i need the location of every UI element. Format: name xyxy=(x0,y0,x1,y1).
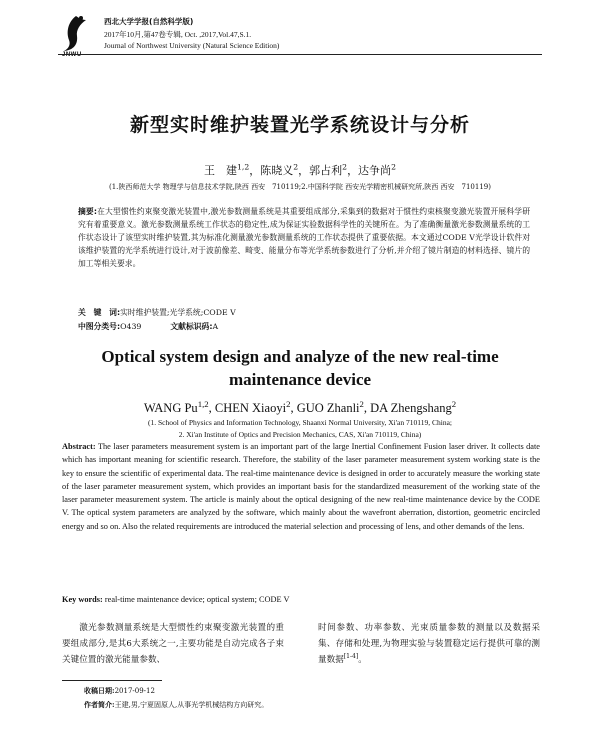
abstract-en: Abstract: The laser parameters measurement system is an important part of the large Inertial Confinement Fusion laser driver. It collects date which has important meaning for scientific research. Therefore, the stability of the laser parameter measurement system working state is the key to ensure the scientific of experimental data. The real-time maintenance device is designed in order to accurately measure the working state of the laser parameter measurement system, which provides an important basis for the standardized measurement of the working state of the laser parameter measurement system. The article is mainly about the optical designing of the new real-time maintenance device by the CODE V. The optical system parameters are analyzed by the software, which mainly about the wavefront aberration, distortion, geometric encircled energy and so on. Also the related requirements are introduced the material selection and processing of lens, and other demands of the lens. xyxy=(62,442,540,531)
footnote-received: 收稿日期:2017-09-12 xyxy=(84,686,155,695)
footnote-author: 作者简介:王建,男,宁夏固原人,从事光学机械结构方向研究。 xyxy=(84,700,269,709)
footnote-rule xyxy=(62,680,162,681)
affiliation-en-line1: (1. School of Physics and Information Technology, Shaanxi Normal University, Xi'an 710119, China; xyxy=(148,418,452,427)
paper-title-en-line2: maintenance device xyxy=(228,370,372,389)
authors-en: WANG Pu$^{1,2}$, CHEN Xiaoyi$^2$, GUO Zhanli$^2$, DA Zhengshang$^2$ xyxy=(143,398,457,415)
keywords-cn: 关 键 词:实时维护装置;光学系统;CODE V xyxy=(78,308,236,317)
affiliation-cn: (1.陕西师范大学 物理学与信息技术学院,陕西 西安 710119;2.中国科学院 西安光学精密机械研究所,陕西 西安 710119) xyxy=(109,183,491,191)
authors-cn: 王 建$^{1,2}$，陈晓义$^2$，郭占利$^2$，达争尚$^2$ xyxy=(204,162,396,177)
journal-name-en: Journal of Northwest University (Natural Science Edition) xyxy=(104,41,280,50)
journal-logo-text: JNWU xyxy=(62,52,82,58)
classification-cn: 中图分类号:O439 文献标识码:A xyxy=(78,322,219,331)
header-rule xyxy=(58,54,542,55)
body-column-left: 激光参数测量系统是大型惯性约束聚变激光装置的重要组成部分,是其6大系统之一,主要功能是自动完成各子束关键位置的激光能量参数、 xyxy=(62,623,284,665)
body-column-right: 时间参数、功率参数、光束质量参数的测量以及数据采集、存储和处理,为物理实验与装置稳定运行提供可靠的测量数据[1-4]。 xyxy=(318,623,540,665)
paper-title-en-line1: Optical system design and analyze of the new real-time xyxy=(101,347,499,366)
journal-logo-icon xyxy=(60,14,90,52)
affiliation-en-line2: 2. Xi'an Institute of Optics and Precision Mechanics, CAS, Xi'an 710119, China) xyxy=(178,430,422,439)
journal-name-cn: 西北大学学报(自然科学版) xyxy=(104,17,194,26)
paper-title-cn: 新型实时维护装置光学系统设计与分析 xyxy=(129,114,470,136)
abstract-cn: 摘要:在大型惯性约束聚变激光装置中,激光参数测量系统是其重要组成部分,采集到的数据对于惯性约束核聚变激光装置开展科学研究有着重要意义。激光参数测量系统工作状态的稳定性,成为保证实验数据科学性的关键所在。为了准确衡量激光参数测量系统的工作状态设计了该型实时维护装置,其为标准化测量激光参数测量系统的工作状态提供了重要依据。本文通过CODE V光学设计软件对该维护装置的光学系统进行设计,对于波前像差、畸变、能量分布等光学系统参数进行了分析,并介绍了镜片制造的材料选择、镜片的加工等相关要求。 xyxy=(78,207,530,268)
keywords-en: Key words: real-time maintenance device; optical system; CODE V xyxy=(62,595,290,604)
journal-issue: 2017年10月,第47卷专辑, Oct. ,2017,Vol.47,S.1. xyxy=(104,30,252,39)
